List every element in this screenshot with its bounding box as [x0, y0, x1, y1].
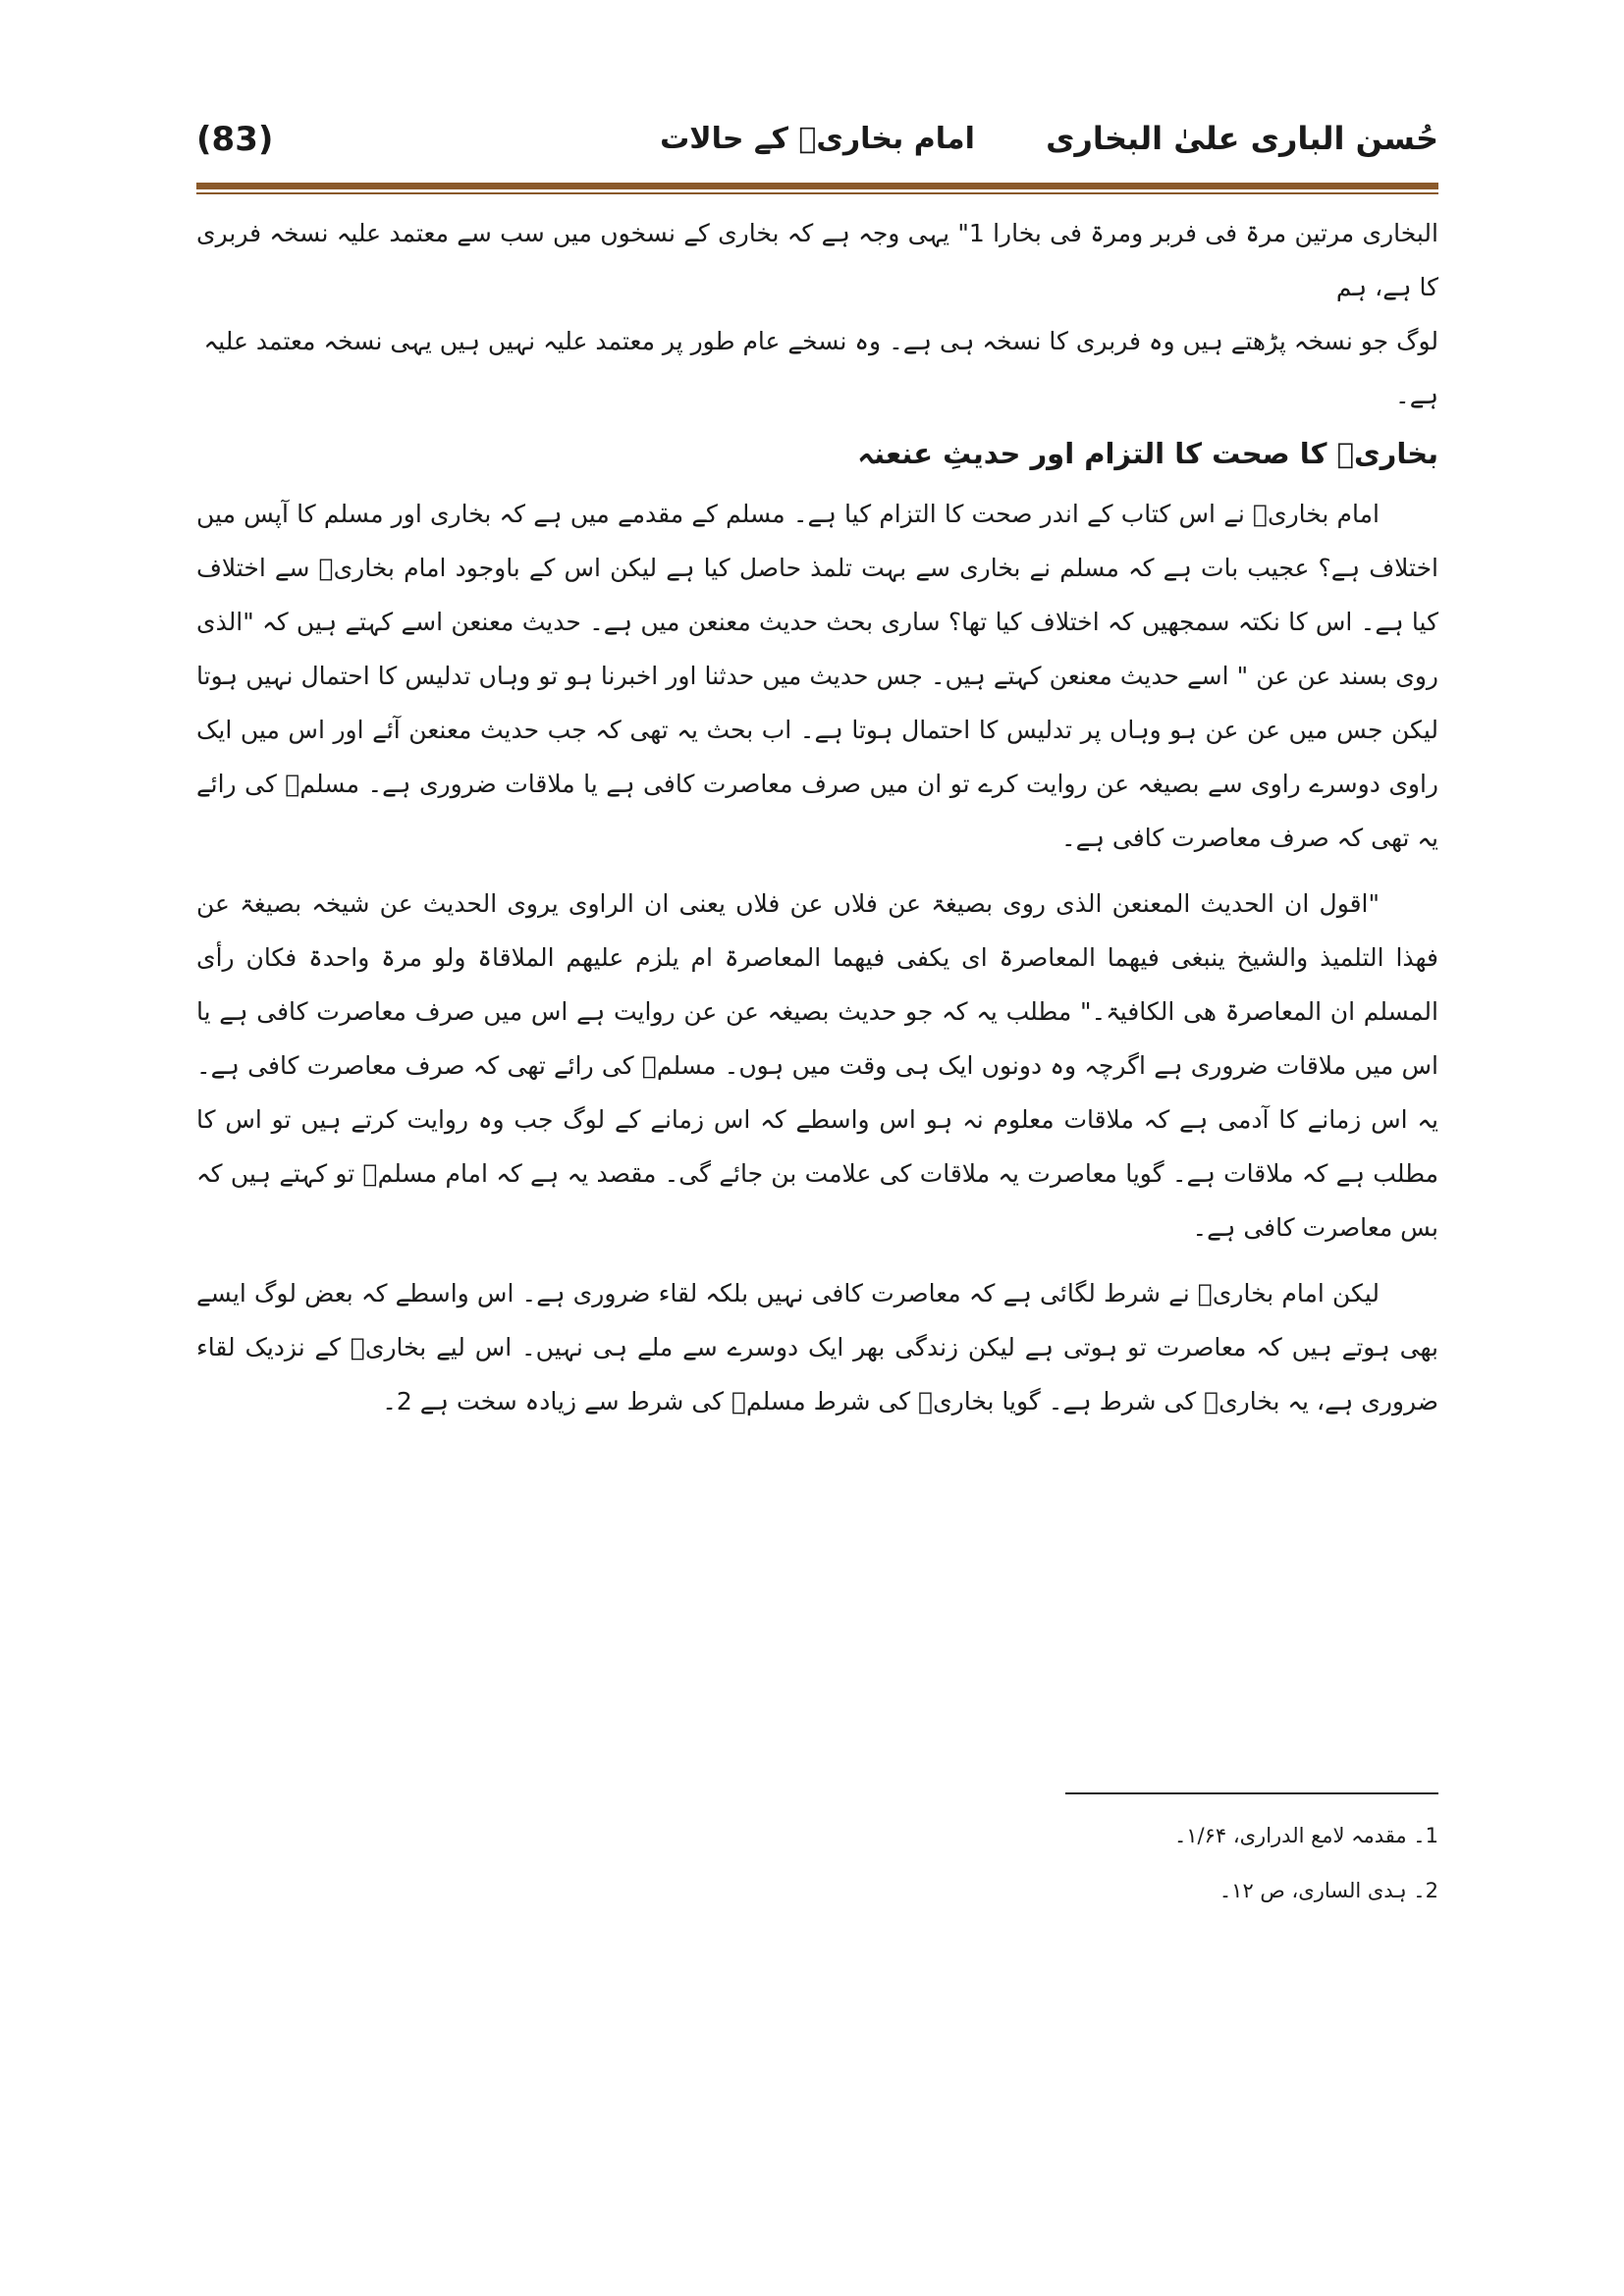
paragraph-2: امام بخاریؒ نے اس کتاب کے اندر صحت کا التزام کیا ہے۔ مسلم کے مقدمے میں ہے کہ بخاری اور مسلم کا آپس میں اختلاف ہے؟ عجیب بات ہے کہ مسلم نے بخاری سے بہت تلمذ حاصل کیا ہے لیکن اس کے باوجود امام بخاریؒ سے اختلاف کیا ہے۔ اس کا نکتہ سمجھیں کہ اختلاف کیا تھا؟ ساری بحث حدیث معنعن میں ہے۔ حدیث معنعن اسے کہتے ہیں کہ "الذی روی بسند عن عن " اسے حدیث معنعن کہتے ہیں۔ جس حدیث میں حدثنا اور اخبرنا ہو تو وہاں تدلیس کا احتمال نہیں ہوتا لیکن جس میں عن عن ہو وہاں پر تدلیس کا احتمال ہوتا ہے۔ اب بحث یہ تھی کہ جب حدیث معنعن آئے اور اس میں ایک راوی دوسرے راوی سے بصیغہ عن روایت کرے تو ان میں صرف معاصرت کافی ہے یا ملاقات ضروری ہے۔ مسلمؒ کی رائے یہ تھی کہ صرف معاصرت کافی ہے۔: [196, 500, 1438, 852]
chapter-title: امام بخاریؒ کے حالات: [660, 122, 975, 156]
paragraph-4: لیکن امام بخاریؒ نے شرط لگائی ہے کہ معاصرت کافی نہیں بلکہ لقاء ضروری ہے۔ اس واسطے کہ بعض لوگ ایسے بھی ہوتے ہیں کہ معاصرت تو ہوتی ہے لیکن زندگی بھر ایک دوسرے سے ملے ہی نہیں۔ اس لیے بخاریؒ کے نزدیک لقاء ضروری ہے، یہ بخاریؒ کی شرط ہے۔ گویا بخاریؒ کی شرط مسلمؒ کی شرط سے زیادہ سخت ہے 2۔: [196, 1279, 1438, 1415]
page-header: [196, 116, 1438, 175]
main-content: [196, 206, 1438, 1428]
footnote-2: 2۔ ہدی الساری، ص ۱۲۔: [1218, 1879, 1438, 1902]
footnote-1: 1۔ مقدمہ لامع الدراری، ۱/۶۴۔: [1173, 1824, 1438, 1847]
section-heading: بخاریؒ کا صحت کا التزام اور حدیثِ عنعنہ: [857, 437, 1438, 470]
paragraph-gap: [196, 865, 1438, 877]
footnotes: [982, 1808, 1438, 1918]
paragraph-3: "اقول ان الحدیث المعنعن الذی روی بصیغۃ عن فلاں عن فلاں یعنی ان الراوی یروی الحدیث عن شیخہ بصیغۃ عن فھذا التلمیذ والشیخ ینبغی فیھما المعاصرۃ ای یکفی فیھما المعاصرۃ ام یلزم علیھم الملاقاۃ ولو مرۃ واحدۃ فکان رأی المسلم ان المعاصرۃ ھی الکافیۃ۔" مطلب یہ کہ جو حدیث بصیغہ عن عن روایت ہے اس میں صرف معاصرت کافی ہے یا اس میں ملاقات ضروری ہے اگرچہ وہ دونوں ایک ہی وقت میں ہوں۔ مسلمؒ کی رائے تھی کہ صرف معاصرت کافی ہے۔ یہ اس زمانے کا آدمی ہے کہ ملاقات معلوم نہ ہو اس واسطے کہ اس زمانے کے لوگ جب وہ روایت کرتے ہیں تو اس کا مطلب ہے کہ ملاقات ہے۔ گویا معاصرت یہ ملاقات کی علامت بن جائے گی۔ مقصد یہ ہے کہ امام مسلمؒ تو کہتے ہیں کہ بس معاصرت کافی ہے۔: [196, 889, 1438, 1242]
footnote-rule: [1065, 1792, 1438, 1794]
paragraph-gap: [196, 1255, 1438, 1266]
paragraph-1-line-1: البخاری مرتین مرۃ فی فربر ومرۃ فی بخارا 1" یہی وجہ ہے کہ بخاری کے نسخوں میں سب سے معتمد علیہ نسخہ فربری کا ہے، ہم: [196, 219, 1438, 301]
header-rule: [196, 183, 1438, 189]
page-number: (83): [196, 120, 274, 159]
header-rule-thin: [196, 192, 1438, 194]
paragraph-1-line-2: لوگ جو نسخہ پڑھتے ہیں وہ فربری کا نسخہ ہی ہے۔ وہ نسخے عام طور پر معتمد علیہ نہیں ہیں یہی نسخہ معتمد علیہ ہے۔: [203, 327, 1438, 409]
book-title: حُسن الباری علیٰ البخاری: [1046, 120, 1438, 157]
